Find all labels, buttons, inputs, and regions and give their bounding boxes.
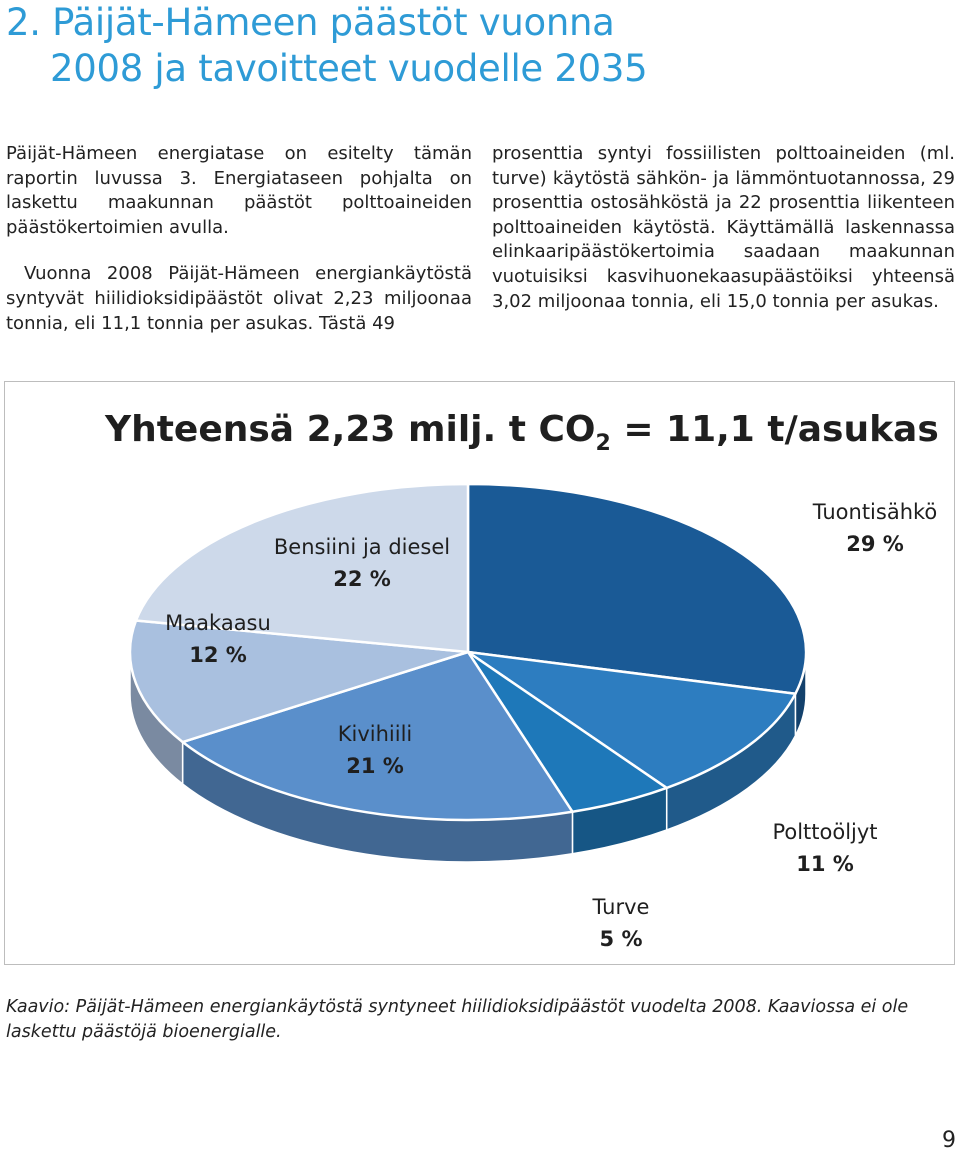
chart-caption: Kaavio: Päijät-Hämeen energiankäytöstä syntyneet hiilidioksidipäästöt vuodelta 2008. Kaaviossa ei ole laskettu päästöjä bioenergialle. [6, 997, 909, 1042]
heading-line-1: 2. Päijät-Hämeen päästöt vuonna [6, 1, 615, 44]
slice-label-value: 12 % [189, 643, 247, 667]
slice-label-turve [551, 891, 691, 955]
slice-label-maakaasu [133, 607, 303, 671]
slice-label-tuontisahko [790, 496, 960, 560]
slice-label-name: Bensiini ja diesel [273, 535, 451, 559]
slice-label-value: 5 % [599, 927, 643, 951]
slice-label-name: Kivihiili [337, 722, 413, 746]
slice-label-value: 11 % [796, 852, 854, 876]
chart-title-subscript: 2 [595, 431, 611, 456]
chart-title-suffix: = 11,1 t/asukas [610, 409, 939, 450]
page-number: 9 [942, 1128, 956, 1153]
slice-label-name: Polttoöljyt [772, 820, 878, 844]
slice-label-value: 22 % [333, 567, 391, 591]
slice-label-name: Tuontisähkö [812, 500, 938, 524]
paragraph-intro: Päijät-Hämeen energiatase on esitelty tämän raportin luvussa 3. Energiataseen pohjalta on laskettu maakunnan päästöt polttoaineiden päästökertoimien avulla. [6, 143, 472, 238]
heading-line-2: 2008 ja tavoitteet vuodelle 2035 [50, 47, 648, 90]
paragraph-emissions-2008: Vuonna 2008 Päijät-Hämeen energiankäytöstä syntyvät hiilidioksidipäästöt olivat 2,23 miljoonaa tonnia, eli 11,1 tonnia per asukas. Tästä 49 [6, 263, 472, 334]
slice-label-bensiini-ja-diesel [252, 531, 472, 595]
slice-label-value: 21 % [346, 754, 404, 778]
chart-title-prefix: Yhteensä 2,23 milj. t CO [105, 409, 596, 450]
paragraph-emissions-continued: prosenttia syntyi fossiilisten polttoaineiden (ml. turve) käytöstä sähkön- ja lämmöntuotannossa, 29 prosenttia ostosähköstä ja 22 prosenttia liikenteen polttoaineiden käytöstä. Käyttämällä laskennassa elinkaaripäästökertoimia saadaan maakunnan vuotuisiksi kasvihuonekaasupäästöiksi yhteensä 3,02 miljoonaa tonnia, eli 15,0 tonnia per asukas. [492, 143, 955, 312]
slice-label-name: Turve [592, 895, 650, 919]
slice-label-value: 29 % [846, 532, 904, 556]
slice-label-kivihiili [290, 718, 460, 782]
chart-title [105, 408, 939, 466]
slice-label-name: Maakaasu [165, 611, 271, 635]
slice-label-polttooljyt [740, 816, 910, 880]
